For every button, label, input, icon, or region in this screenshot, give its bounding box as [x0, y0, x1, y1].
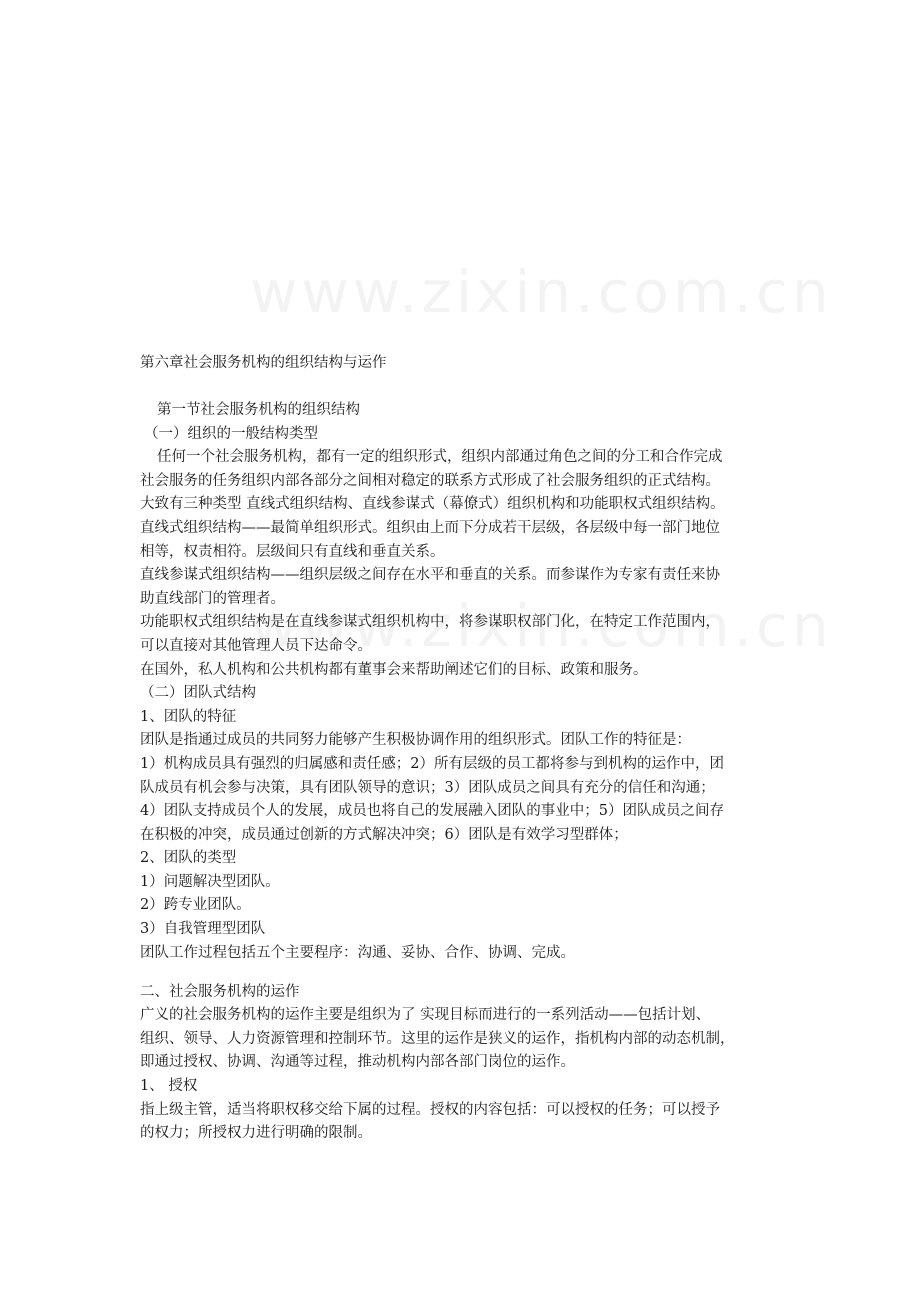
- item-title: 2、团队的类型: [140, 850, 237, 867]
- subsection-title: （二）团队式结构: [140, 685, 256, 702]
- paragraph-line: 直线式组织结构——最简单组织形式。组织由上而下分成若干层级，各层级中每一部门地位: [140, 519, 720, 536]
- paragraph-line: 在国外，私人机构和公共机构都有董事会来帮助阐述它们的目标、政策和服务。: [140, 661, 648, 678]
- document-body: [140, 352, 790, 1146]
- list-item: 3）自我管理型团队: [140, 921, 266, 938]
- item-title: 1、 授权: [140, 1078, 198, 1095]
- paragraph-line: 4）团队支持成员个人的发展，成员也将自己的发展融入团队的事业中；5）团队成员之间存: [140, 803, 724, 820]
- paragraph-line: 即通过授权、协调、沟通等过程，推动机构内部各部门岗位的运作。: [140, 1054, 575, 1071]
- paragraph-line: 团队是指通过成员的共同努力能够产生积极协调作用的组织形式。团队工作的特征是：: [140, 732, 691, 749]
- paragraph-line: 1）机构成员具有强烈的归属感和责任感；2）所有层级的员工都将参与到机构的运作中，团: [140, 755, 724, 772]
- paragraph-line: 队成员有机会参与决策，具有团队领导的意识；3）团队成员之间具有充分的信任和沟通；: [140, 779, 715, 796]
- paragraph-line: 助直线部门的管理者。: [140, 590, 285, 607]
- paragraph-line: 组织、领导、人力资源管理和控制环节。这里的运作是狭义的运作，指机构内部的动态机制，: [140, 1030, 735, 1047]
- paragraph-line: 可以直接对其他管理人员下达命令。: [140, 637, 372, 654]
- subsection-title: （一）组织的一般结构类型: [144, 425, 318, 442]
- paragraph-line: 任何一个社会服务机构，都有一定的组织形式，组织内部通过角色之间的分工和合作完成: [157, 449, 723, 466]
- paragraph-line: 广义的社会服务机构的运作主要是组织为了 实现目标而进行的一系列活动——包括计划、: [140, 1007, 711, 1024]
- watermark-text: [250, 258, 833, 326]
- paragraph-line: 直线参谋式组织结构——组织层级之间存在水平和垂直的关系。而参谋作为专家有责任来协: [140, 567, 720, 584]
- paragraph-line: 相等，权责相符。层级间只有直线和垂直关系。: [140, 543, 445, 560]
- list-item: 2）跨专业团队。: [140, 897, 251, 914]
- item-title: 1、团队的特征: [140, 708, 237, 725]
- chapter-title: 第六章社会服务机构的组织结构与运作: [140, 355, 387, 371]
- paragraph-line: 的权力；所授权力进行明确的限制。: [140, 1125, 372, 1142]
- list-item: 1）问题解决型团队。: [140, 873, 280, 890]
- paragraph-line: 功能职权式组织结构是在直线参谋式组织机构中，将参谋职权部门化，在特定工作范围内，: [140, 614, 720, 631]
- paragraph-line: 指上级主管，适当将职权移交给下属的过程。授权的内容包括：可以授权的任务；可以授予: [140, 1101, 720, 1118]
- paragraph-line: 社会服务的任务组织内部各部分之间相对稳定的联系方式形成了社会服务组织的正式结构。: [140, 472, 720, 489]
- paragraph-line: 团队工作过程包括五个主要程序：沟通、妥协、合作、协调、完成。: [140, 944, 575, 961]
- section-title: 第一节社会服务机构的组织结构: [157, 402, 360, 418]
- paragraph-line: 大致有三种类型 直线式组织结构、直线参谋式（幕僚式）组织机构和功能职权式组织结构。: [140, 496, 725, 513]
- paragraph-line: 在积极的冲突，成员通过创新的方式解决冲突；6）团队是有效学习型群体；: [140, 826, 628, 843]
- part-title: 二、社会服务机构的运作: [140, 983, 300, 1000]
